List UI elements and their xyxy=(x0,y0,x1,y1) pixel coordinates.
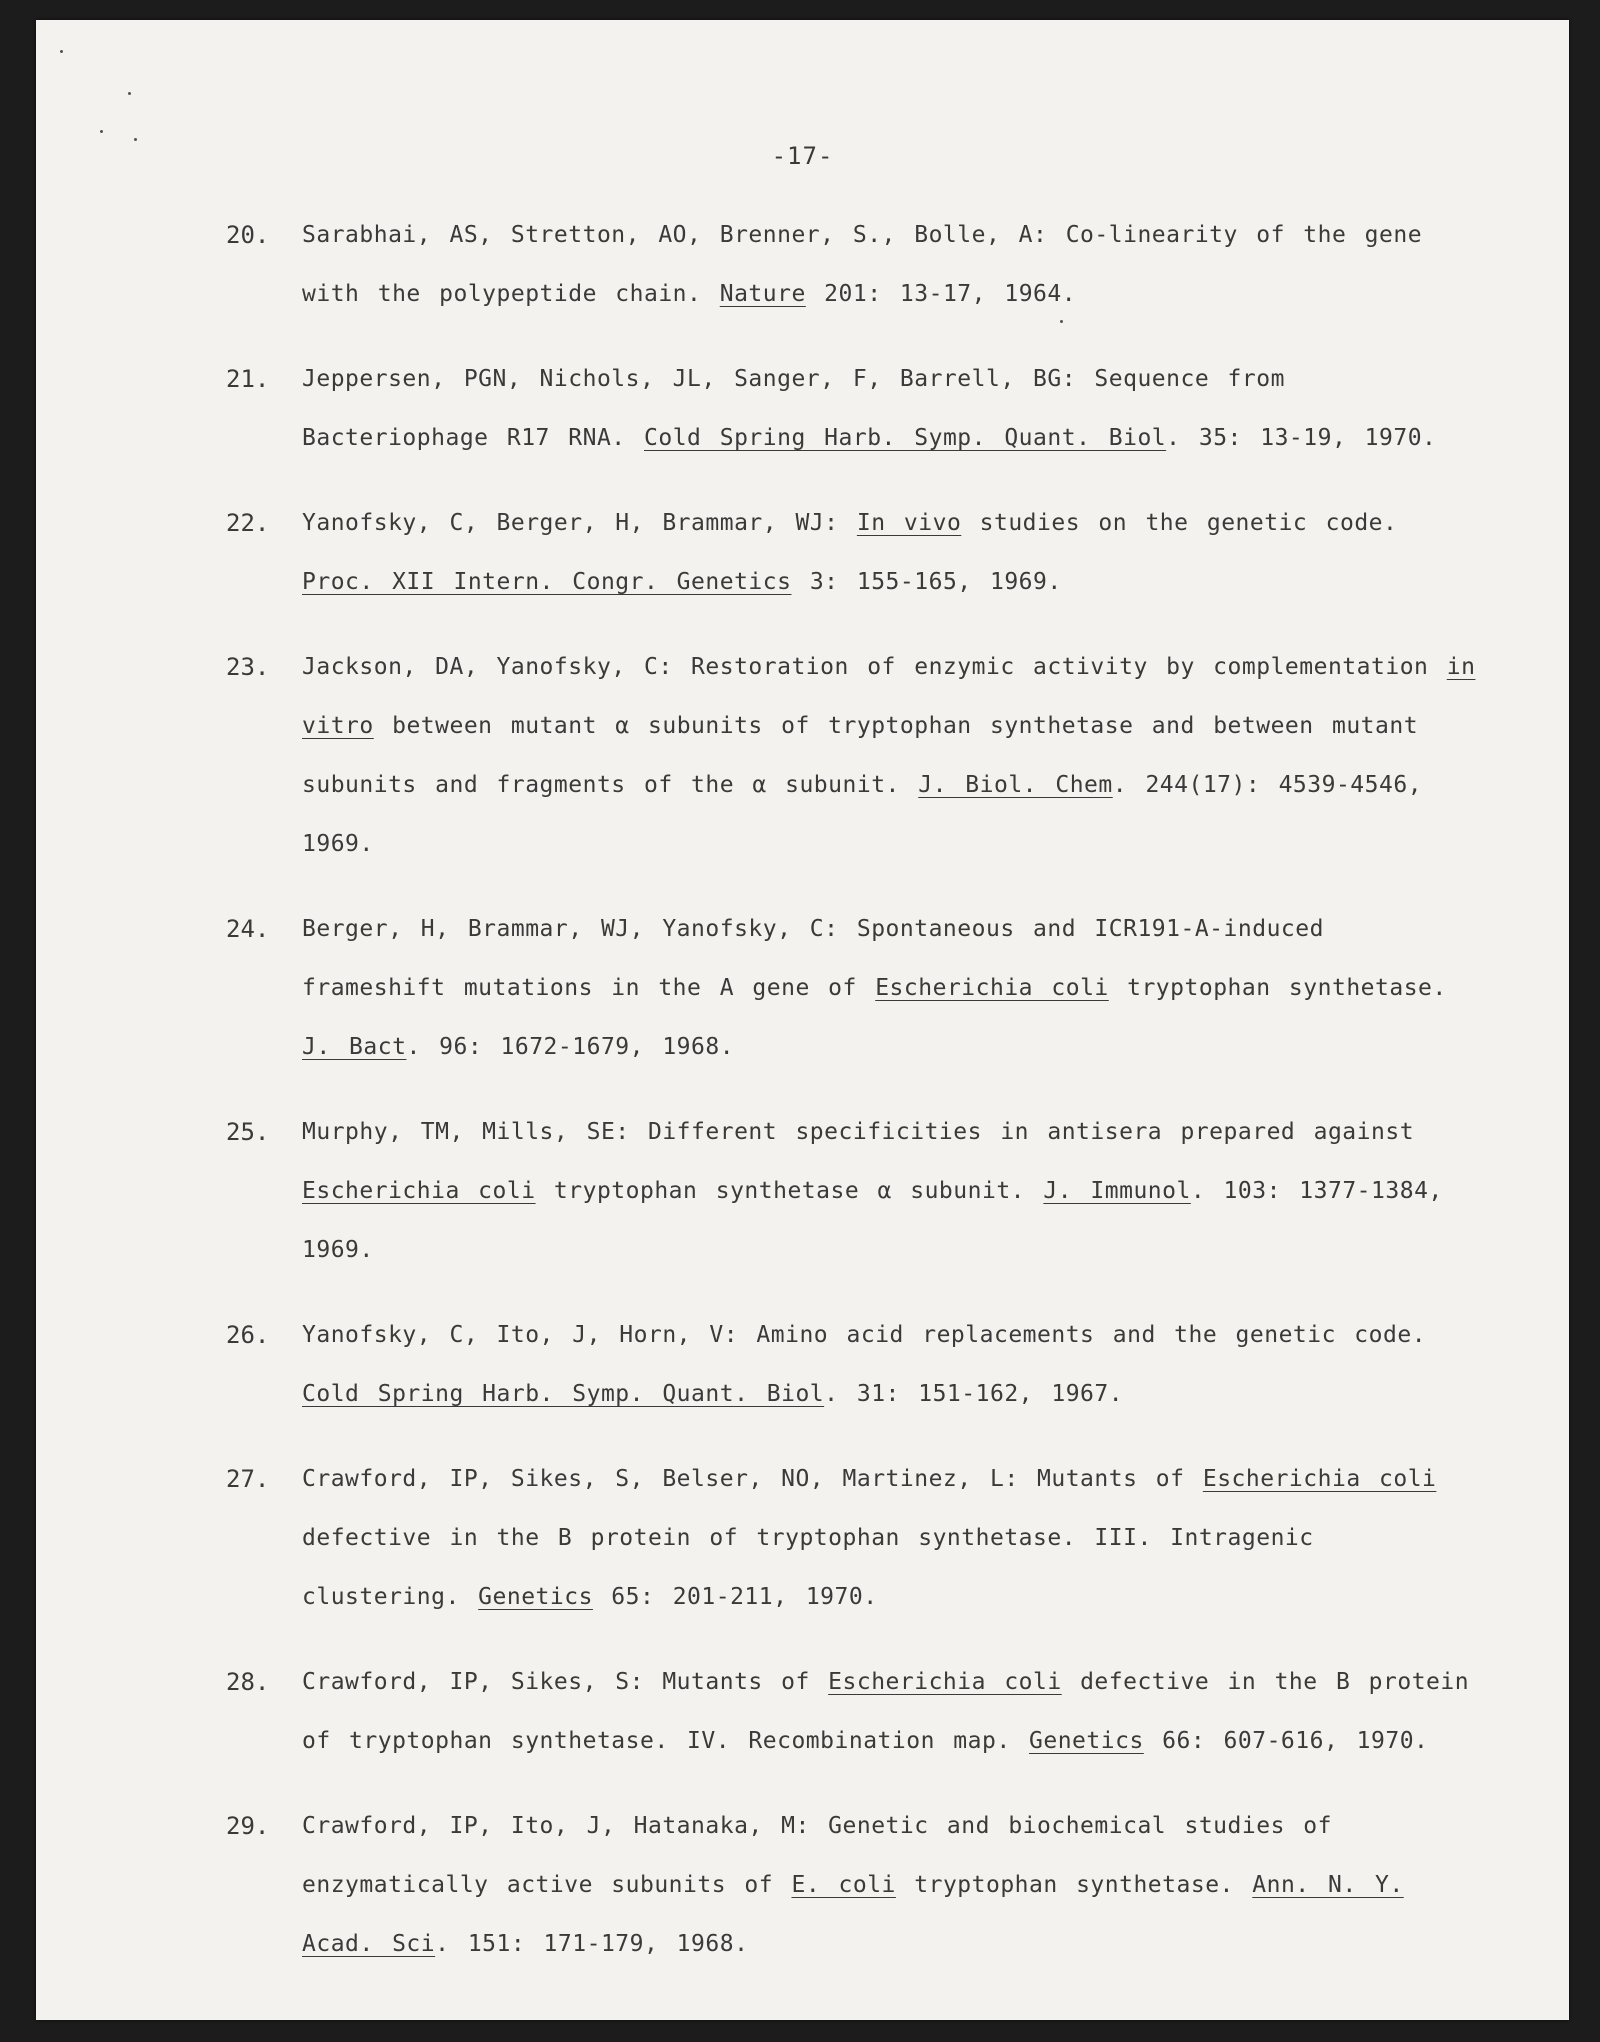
reference-underlined-text: Cold Spring Harb. Symp. Quant. Biol xyxy=(302,1381,825,1407)
reference-text-segment: between mutant α subunits of tryptophan synthetase and between mutant subunits and fragments of the α subunit. xyxy=(302,713,1419,798)
reference-underlined-text: Genetics xyxy=(478,1584,593,1610)
reference-number: 25. xyxy=(226,1118,270,1146)
reference-entry xyxy=(226,1797,1476,1974)
scan-speck xyxy=(100,130,103,133)
reference-text-segment: tryptophan synthetase. xyxy=(1108,975,1447,1001)
reference-text xyxy=(302,1103,1476,1280)
reference-underlined-text: Proc. XII Intern. Congr. Genetics xyxy=(302,569,792,595)
reference-text xyxy=(302,1450,1476,1627)
reference-entry xyxy=(226,350,1476,468)
reference-entry xyxy=(226,638,1476,874)
reference-text xyxy=(302,638,1476,874)
reference-underlined-text: J. Bact xyxy=(302,1034,407,1060)
reference-number: 20. xyxy=(226,221,270,249)
reference-text-segment: defective in the B protein of tryptophan synthetase. III. Intragenic clustering. xyxy=(302,1525,1314,1610)
reference-text-segment: Crawford, IP, Ito, J, Hatanaka, M: Genetic and biochemical studies of enzymatically active subunits of xyxy=(302,1813,1332,1898)
reference-text-segment: Sarabhai, AS, Stretton, AO, Brenner, S., Bolle, A: Co-linearity of the gene with the polypeptide chain. xyxy=(302,222,1423,307)
reference-text-segment: . 103: 1377-1384, 1969. xyxy=(302,1178,1443,1263)
reference-text-segment: 65: 201-211, 1970. xyxy=(592,1584,878,1610)
reference-underlined-text: Genetics xyxy=(1029,1728,1144,1754)
reference-text-segment: . 244(17): 4539-4546, 1969. xyxy=(302,772,1423,857)
reference-number: 26. xyxy=(226,1321,270,1349)
reference-underlined-text: Escherichia coli xyxy=(875,975,1109,1001)
reference-number: 22. xyxy=(226,509,270,537)
reference-number: 24. xyxy=(226,915,270,943)
reference-text-segment: . 31: 151-162, 1967. xyxy=(824,1381,1124,1407)
reference-text-segment: Crawford, IP, Sikes, S: Mutants of xyxy=(302,1669,829,1695)
reference-underlined-text: J. Biol. Chem xyxy=(918,772,1113,798)
reference-list xyxy=(226,206,1476,2000)
reference-text-segment: 66: 607-616, 1970. xyxy=(1143,1728,1429,1754)
reference-text xyxy=(302,1797,1476,1974)
reference-underlined-text: In vivo xyxy=(856,510,962,536)
reference-text xyxy=(302,1653,1476,1771)
reference-text xyxy=(302,900,1476,1077)
reference-text-segment: . 151: 171-179, 1968. xyxy=(435,1931,749,1957)
scan-speck xyxy=(134,138,137,141)
reference-underlined-text: in vitro xyxy=(302,654,1476,739)
reference-text-segment: Crawford, IP, Sikes, S, Belser, NO, Martinez, L: Mutants of xyxy=(302,1466,1203,1492)
reference-underlined-text: Cold Spring Harb. Symp. Quant. Biol xyxy=(644,425,1167,451)
reference-entry xyxy=(226,1450,1476,1627)
reference-text xyxy=(302,1306,1476,1424)
reference-text-segment: tryptophan synthetase α subunit. xyxy=(535,1178,1044,1204)
reference-text xyxy=(302,206,1476,324)
reference-text-segment: . 96: 1672-1679, 1968. xyxy=(406,1034,735,1060)
page-number: -17- xyxy=(771,142,834,170)
reference-entry xyxy=(226,1103,1476,1280)
reference-text-segment: tryptophan synthetase. xyxy=(895,1872,1253,1898)
reference-underlined-text: J. Immunol xyxy=(1043,1178,1191,1204)
reference-text-segment: Jackson, DA, Yanofsky, C: Restoration of enzymic activity by complementation xyxy=(302,654,1447,680)
reference-underlined-text: E. coli xyxy=(791,1872,896,1898)
reference-number: 21. xyxy=(226,365,270,393)
reference-entry xyxy=(226,206,1476,324)
reference-entry xyxy=(226,1306,1476,1424)
reference-text-segment: . 35: 13-19, 1970. xyxy=(1166,425,1437,451)
reference-underlined-text: Ann. N. Y. Acad. Sci xyxy=(302,1872,1404,1957)
reference-number: 23. xyxy=(226,653,270,681)
reference-text-segment: Murphy, TM, Mills, SE: Different specificities in antisera prepared against xyxy=(302,1119,1415,1145)
reference-text xyxy=(302,350,1476,468)
reference-underlined-text: Nature xyxy=(719,281,806,307)
scan-speck xyxy=(128,92,131,95)
reference-text-segment: studies on the genetic code. xyxy=(961,510,1398,536)
reference-underlined-text: Escherichia coli xyxy=(828,1669,1062,1695)
reference-number: 29. xyxy=(226,1812,270,1840)
reference-entry xyxy=(226,900,1476,1077)
document-page xyxy=(36,20,1569,2020)
reference-text-segment: defective in the B protein of tryptophan synthetase. IV. Recombination map. xyxy=(302,1669,1470,1754)
reference-entry xyxy=(226,1653,1476,1771)
reference-text-segment: 201: 13-17, 1964. xyxy=(805,281,1077,307)
reference-text-segment: 3: 155-165, 1969. xyxy=(791,569,1062,595)
reference-text-segment: Yanofsky, C, Berger, H, Brammar, WJ: xyxy=(302,510,857,536)
reference-text-segment: Jeppersen, PGN, Nichols, JL, Sanger, F, Barrell, BG: Sequence from Bacteriophage R17 RNA. xyxy=(302,366,1285,451)
reference-text-segment: Yanofsky, C, Ito, J, Horn, V: Amino acid replacements and the genetic code. xyxy=(302,1322,1427,1348)
reference-number: 27. xyxy=(226,1465,270,1493)
scan-speck xyxy=(60,50,63,53)
reference-text-segment: Berger, H, Brammar, WJ, Yanofsky, C: Spontaneous and ICR191-A-induced frameshift mutations in the A gene of xyxy=(302,916,1324,1001)
reference-number: 28. xyxy=(226,1668,270,1696)
reference-entry xyxy=(226,494,1476,612)
reference-underlined-text: Escherichia coli xyxy=(302,1178,536,1204)
reference-underlined-text: Escherichia coli xyxy=(1202,1466,1437,1492)
reference-text xyxy=(302,494,1476,612)
